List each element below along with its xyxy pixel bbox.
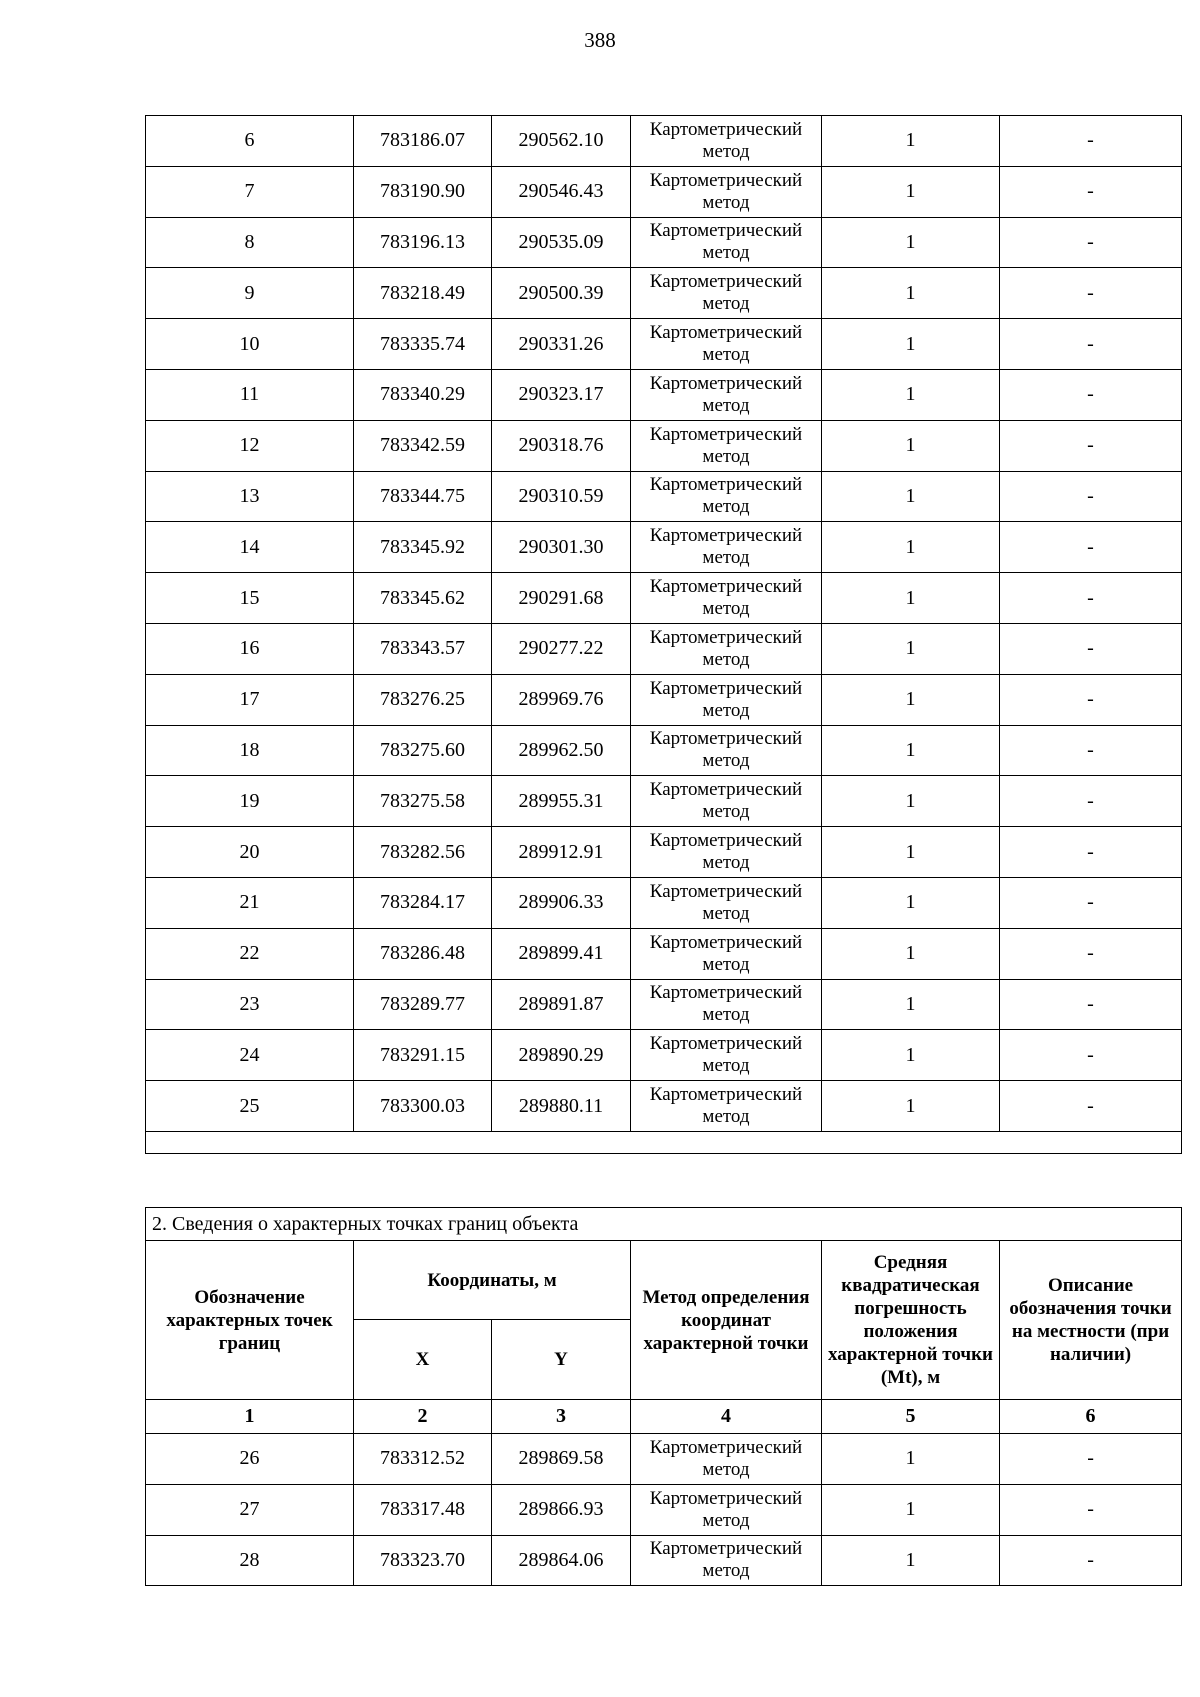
header-x: X bbox=[354, 1320, 492, 1400]
point-cell: 8 bbox=[146, 217, 354, 268]
column-number: 4 bbox=[631, 1400, 822, 1434]
description-cell: - bbox=[1000, 1030, 1182, 1081]
point-cell: 25 bbox=[146, 1081, 354, 1132]
point-cell: 13 bbox=[146, 471, 354, 522]
error-cell: 1 bbox=[822, 877, 1000, 928]
table2-body bbox=[146, 1208, 1182, 1586]
method-text: Картометрический bbox=[649, 931, 803, 953]
method-text: метод bbox=[702, 293, 750, 315]
method-cell bbox=[631, 928, 822, 979]
table-row bbox=[146, 522, 1182, 573]
y-coordinate-cell: 289890.29 bbox=[492, 1030, 631, 1081]
table-row bbox=[146, 827, 1182, 878]
table-row bbox=[146, 776, 1182, 827]
x-coordinate-cell: 783300.03 bbox=[354, 1081, 492, 1132]
method-text: Картометрический bbox=[649, 1538, 803, 1560]
point-cell: 27 bbox=[146, 1484, 354, 1535]
method-cell bbox=[631, 420, 822, 471]
description-cell: - bbox=[1000, 166, 1182, 217]
table-row bbox=[146, 928, 1182, 979]
error-cell: 1 bbox=[822, 1081, 1000, 1132]
method-text: Картометрический bbox=[649, 220, 803, 242]
method-cell bbox=[631, 522, 822, 573]
x-coordinate-cell: 783286.48 bbox=[354, 928, 492, 979]
empty-cell bbox=[146, 1131, 1182, 1153]
method-text: Картометрический bbox=[649, 118, 803, 140]
y-coordinate-cell: 289864.06 bbox=[492, 1535, 631, 1586]
table1-empty-row bbox=[146, 1131, 1182, 1153]
description-cell: - bbox=[1000, 928, 1182, 979]
method-text: метод bbox=[702, 1055, 750, 1077]
description-cell: - bbox=[1000, 877, 1182, 928]
y-coordinate-cell: 290310.59 bbox=[492, 471, 631, 522]
method-text: метод bbox=[702, 1560, 750, 1582]
method-cell bbox=[631, 725, 822, 776]
error-cell: 1 bbox=[822, 116, 1000, 167]
x-coordinate-cell: 783275.60 bbox=[354, 725, 492, 776]
error-cell: 1 bbox=[822, 522, 1000, 573]
method-cell bbox=[631, 1484, 822, 1535]
table-row bbox=[146, 573, 1182, 624]
y-coordinate-cell: 290277.22 bbox=[492, 623, 631, 674]
x-coordinate-cell: 783284.17 bbox=[354, 877, 492, 928]
description-cell: - bbox=[1000, 725, 1182, 776]
point-cell: 24 bbox=[146, 1030, 354, 1081]
method-text: метод bbox=[702, 1509, 750, 1531]
point-cell: 6 bbox=[146, 116, 354, 167]
description-cell: - bbox=[1000, 471, 1182, 522]
y-coordinate-cell: 289955.31 bbox=[492, 776, 631, 827]
error-cell: 1 bbox=[822, 319, 1000, 370]
x-coordinate-cell: 783312.52 bbox=[354, 1434, 492, 1485]
error-cell: 1 bbox=[822, 1535, 1000, 1586]
method-cell bbox=[631, 268, 822, 319]
table2-header-row-1 bbox=[146, 1241, 1182, 1320]
table-row bbox=[146, 217, 1182, 268]
method-cell bbox=[631, 776, 822, 827]
column-number: 1 bbox=[146, 1400, 354, 1434]
error-cell: 1 bbox=[822, 674, 1000, 725]
method-text: метод bbox=[702, 750, 750, 772]
y-coordinate-cell: 289906.33 bbox=[492, 877, 631, 928]
point-cell: 12 bbox=[146, 420, 354, 471]
method-text: Картометрический bbox=[649, 779, 803, 801]
table-row bbox=[146, 674, 1182, 725]
error-cell: 1 bbox=[822, 827, 1000, 878]
y-coordinate-cell: 289891.87 bbox=[492, 979, 631, 1030]
table-row bbox=[146, 166, 1182, 217]
method-text: метод bbox=[702, 1106, 750, 1128]
y-coordinate-cell: 290291.68 bbox=[492, 573, 631, 624]
header-error: Средняя квадратическая погрешность положения характерной точки (Mt), м bbox=[822, 1241, 1000, 1400]
method-text: Картометрический bbox=[649, 1084, 803, 1106]
method-text: Картометрический bbox=[649, 169, 803, 191]
method-text: метод bbox=[702, 699, 750, 721]
point-cell: 15 bbox=[146, 573, 354, 624]
y-coordinate-cell: 290318.76 bbox=[492, 420, 631, 471]
table-row bbox=[146, 1081, 1182, 1132]
point-cell: 16 bbox=[146, 623, 354, 674]
point-cell: 18 bbox=[146, 725, 354, 776]
table-row bbox=[146, 979, 1182, 1030]
method-cell bbox=[631, 166, 822, 217]
table-row bbox=[146, 319, 1182, 370]
x-coordinate-cell: 783345.62 bbox=[354, 573, 492, 624]
method-text: Картометрический bbox=[649, 322, 803, 344]
method-text: метод bbox=[702, 191, 750, 213]
method-cell bbox=[631, 877, 822, 928]
method-text: Картометрический bbox=[649, 1436, 803, 1458]
header-y: Y bbox=[492, 1320, 631, 1400]
description-cell: - bbox=[1000, 268, 1182, 319]
error-cell: 1 bbox=[822, 725, 1000, 776]
error-cell: 1 bbox=[822, 369, 1000, 420]
error-cell: 1 bbox=[822, 928, 1000, 979]
x-coordinate-cell: 783276.25 bbox=[354, 674, 492, 725]
point-cell: 19 bbox=[146, 776, 354, 827]
method-cell bbox=[631, 369, 822, 420]
method-cell bbox=[631, 979, 822, 1030]
method-text: метод bbox=[702, 902, 750, 924]
table-row bbox=[146, 1484, 1182, 1535]
error-cell: 1 bbox=[822, 573, 1000, 624]
y-coordinate-cell: 289899.41 bbox=[492, 928, 631, 979]
method-text: метод bbox=[702, 547, 750, 569]
method-text: Картометрический bbox=[649, 271, 803, 293]
table-row bbox=[146, 877, 1182, 928]
method-cell bbox=[631, 1434, 822, 1485]
description-cell: - bbox=[1000, 420, 1182, 471]
x-coordinate-cell: 783196.13 bbox=[354, 217, 492, 268]
description-cell: - bbox=[1000, 369, 1182, 420]
method-cell bbox=[631, 674, 822, 725]
table-row bbox=[146, 116, 1182, 167]
table-row bbox=[146, 725, 1182, 776]
method-text: метод bbox=[702, 1458, 750, 1480]
table-row bbox=[146, 1030, 1182, 1081]
error-cell: 1 bbox=[822, 166, 1000, 217]
method-text: метод bbox=[702, 801, 750, 823]
x-coordinate-cell: 783344.75 bbox=[354, 471, 492, 522]
y-coordinate-cell: 290562.10 bbox=[492, 116, 631, 167]
description-cell: - bbox=[1000, 776, 1182, 827]
description-cell: - bbox=[1000, 623, 1182, 674]
x-coordinate-cell: 783275.58 bbox=[354, 776, 492, 827]
point-cell: 10 bbox=[146, 319, 354, 370]
table1-body bbox=[146, 116, 1182, 1154]
error-cell: 1 bbox=[822, 268, 1000, 319]
method-text: Картометрический bbox=[649, 982, 803, 1004]
point-cell: 17 bbox=[146, 674, 354, 725]
point-cell: 21 bbox=[146, 877, 354, 928]
method-cell bbox=[631, 573, 822, 624]
description-cell: - bbox=[1000, 979, 1182, 1030]
column-number: 3 bbox=[492, 1400, 631, 1434]
table-caption: 2. Сведения о характерных точках границ объекта bbox=[146, 1208, 1182, 1241]
y-coordinate-cell: 289869.58 bbox=[492, 1434, 631, 1485]
point-cell: 9 bbox=[146, 268, 354, 319]
point-cell: 7 bbox=[146, 166, 354, 217]
method-cell bbox=[631, 471, 822, 522]
y-coordinate-cell: 290546.43 bbox=[492, 166, 631, 217]
method-text: метод bbox=[702, 344, 750, 366]
y-coordinate-cell: 290500.39 bbox=[492, 268, 631, 319]
y-coordinate-cell: 289912.91 bbox=[492, 827, 631, 878]
method-text: метод bbox=[702, 496, 750, 518]
x-coordinate-cell: 783343.57 bbox=[354, 623, 492, 674]
description-cell: - bbox=[1000, 1535, 1182, 1586]
table-row bbox=[146, 471, 1182, 522]
description-cell: - bbox=[1000, 573, 1182, 624]
column-number: 6 bbox=[1000, 1400, 1182, 1434]
method-cell bbox=[631, 1535, 822, 1586]
error-cell: 1 bbox=[822, 217, 1000, 268]
description-cell: - bbox=[1000, 1484, 1182, 1535]
description-cell: - bbox=[1000, 319, 1182, 370]
table2-caption-row bbox=[146, 1208, 1182, 1241]
x-coordinate-cell: 783291.15 bbox=[354, 1030, 492, 1081]
header-point: Обозначение характерных точек границ bbox=[146, 1241, 354, 1400]
y-coordinate-cell: 289962.50 bbox=[492, 725, 631, 776]
y-coordinate-cell: 289866.93 bbox=[492, 1484, 631, 1535]
description-cell: - bbox=[1000, 217, 1182, 268]
method-cell bbox=[631, 217, 822, 268]
x-coordinate-cell: 783289.77 bbox=[354, 979, 492, 1030]
method-text: метод bbox=[702, 648, 750, 670]
table-row bbox=[146, 1434, 1182, 1485]
point-cell: 26 bbox=[146, 1434, 354, 1485]
method-cell bbox=[631, 1030, 822, 1081]
column-number: 2 bbox=[354, 1400, 492, 1434]
description-cell: - bbox=[1000, 1081, 1182, 1132]
method-cell bbox=[631, 116, 822, 167]
x-coordinate-cell: 783335.74 bbox=[354, 319, 492, 370]
description-cell: - bbox=[1000, 827, 1182, 878]
point-cell: 20 bbox=[146, 827, 354, 878]
point-cell: 14 bbox=[146, 522, 354, 573]
method-text: метод bbox=[702, 953, 750, 975]
page-number: 388 bbox=[584, 28, 616, 52]
error-cell: 1 bbox=[822, 979, 1000, 1030]
y-coordinate-cell: 289969.76 bbox=[492, 674, 631, 725]
column-number: 5 bbox=[822, 1400, 1000, 1434]
method-text: метод bbox=[702, 1004, 750, 1026]
table-row bbox=[146, 268, 1182, 319]
x-coordinate-cell: 783340.29 bbox=[354, 369, 492, 420]
boundary-points-table bbox=[145, 1207, 1182, 1586]
method-text: Картометрический bbox=[649, 626, 803, 648]
method-text: Картометрический bbox=[649, 728, 803, 750]
method-cell bbox=[631, 827, 822, 878]
method-text: Картометрический bbox=[649, 677, 803, 699]
point-cell: 22 bbox=[146, 928, 354, 979]
error-cell: 1 bbox=[822, 1484, 1000, 1535]
method-cell bbox=[631, 1081, 822, 1132]
method-text: Картометрический bbox=[649, 423, 803, 445]
method-text: Картометрический bbox=[649, 1033, 803, 1055]
point-cell: 28 bbox=[146, 1535, 354, 1586]
header-method: Метод определения координат характерной точки bbox=[631, 1241, 822, 1400]
coordinates-table-continued bbox=[145, 115, 1182, 1154]
x-coordinate-cell: 783323.70 bbox=[354, 1535, 492, 1586]
error-cell: 1 bbox=[822, 1030, 1000, 1081]
description-cell: - bbox=[1000, 1434, 1182, 1485]
y-coordinate-cell: 289880.11 bbox=[492, 1081, 631, 1132]
point-cell: 11 bbox=[146, 369, 354, 420]
method-text: метод bbox=[702, 242, 750, 264]
x-coordinate-cell: 783186.07 bbox=[354, 116, 492, 167]
description-cell: - bbox=[1000, 116, 1182, 167]
table-row bbox=[146, 420, 1182, 471]
error-cell: 1 bbox=[822, 1434, 1000, 1485]
method-text: метод bbox=[702, 598, 750, 620]
y-coordinate-cell: 290535.09 bbox=[492, 217, 631, 268]
header-coordinates: Координаты, м bbox=[354, 1241, 631, 1320]
y-coordinate-cell: 290331.26 bbox=[492, 319, 631, 370]
error-cell: 1 bbox=[822, 776, 1000, 827]
x-coordinate-cell: 783317.48 bbox=[354, 1484, 492, 1535]
point-cell: 23 bbox=[146, 979, 354, 1030]
method-text: метод bbox=[702, 445, 750, 467]
description-cell: - bbox=[1000, 522, 1182, 573]
x-coordinate-cell: 783342.59 bbox=[354, 420, 492, 471]
method-text: Картометрический bbox=[649, 576, 803, 598]
method-cell bbox=[631, 623, 822, 674]
table-row bbox=[146, 369, 1182, 420]
error-cell: 1 bbox=[822, 623, 1000, 674]
table-row bbox=[146, 1535, 1182, 1586]
x-coordinate-cell: 783190.90 bbox=[354, 166, 492, 217]
method-text: Картометрический bbox=[649, 830, 803, 852]
method-text: Картометрический bbox=[649, 1487, 803, 1509]
x-coordinate-cell: 783218.49 bbox=[354, 268, 492, 319]
method-cell bbox=[631, 319, 822, 370]
method-text: метод bbox=[702, 852, 750, 874]
method-text: метод bbox=[702, 140, 750, 162]
table-row bbox=[146, 623, 1182, 674]
y-coordinate-cell: 290301.30 bbox=[492, 522, 631, 573]
error-cell: 1 bbox=[822, 420, 1000, 471]
header-description: Описание обозначения точки на местности (при наличии) bbox=[1000, 1241, 1182, 1400]
x-coordinate-cell: 783282.56 bbox=[354, 827, 492, 878]
y-coordinate-cell: 290323.17 bbox=[492, 369, 631, 420]
method-text: метод bbox=[702, 394, 750, 416]
method-text: Картометрический bbox=[649, 880, 803, 902]
error-cell: 1 bbox=[822, 471, 1000, 522]
method-text: Картометрический bbox=[649, 474, 803, 496]
method-text: Картометрический bbox=[649, 372, 803, 394]
column-numbers-row bbox=[146, 1400, 1182, 1434]
description-cell: - bbox=[1000, 674, 1182, 725]
method-text: Картометрический bbox=[649, 525, 803, 547]
x-coordinate-cell: 783345.92 bbox=[354, 522, 492, 573]
